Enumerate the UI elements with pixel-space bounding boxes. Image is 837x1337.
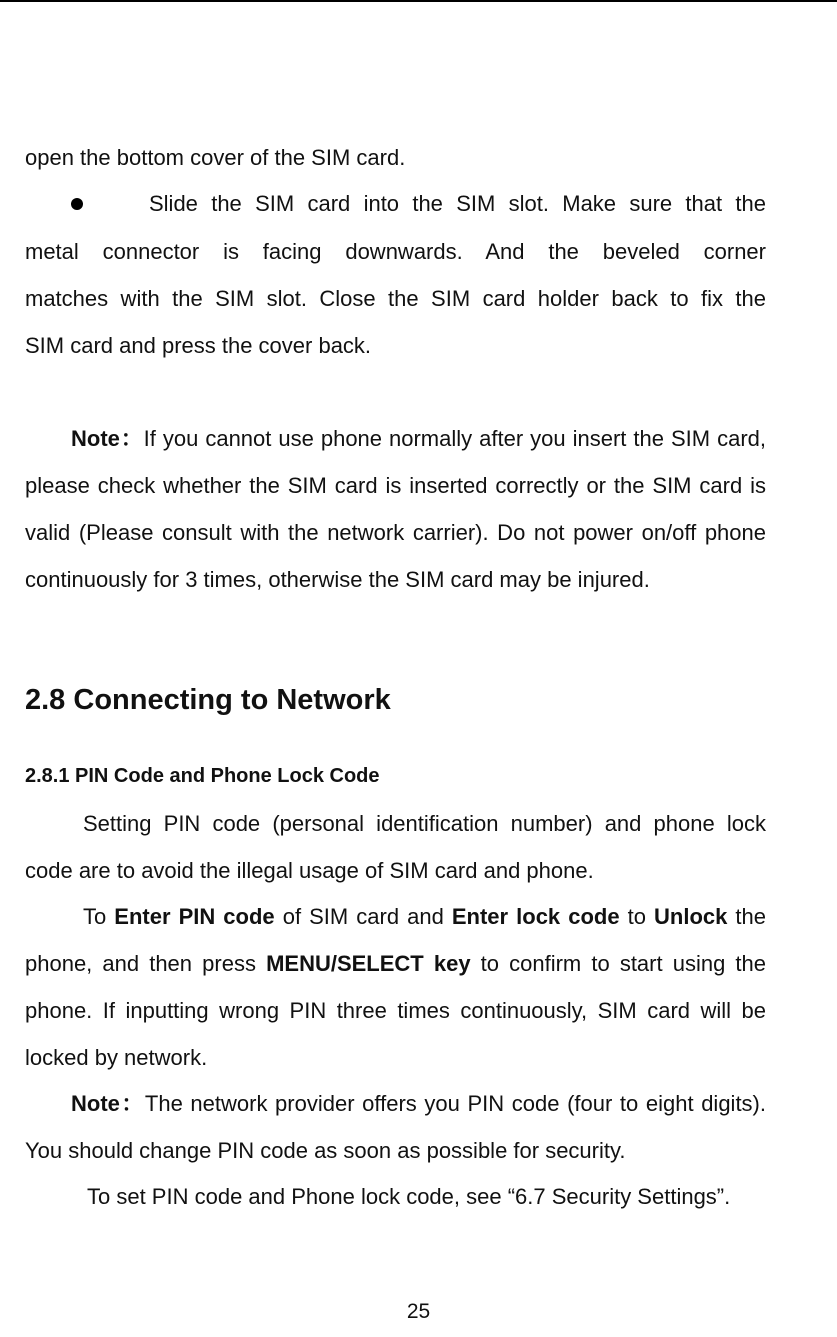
text-fragment: to confirm to start using the phone. If inputting wrong PIN three times continuously, SIM card will be locked by network. (25, 951, 767, 1070)
text-fragment: to (619, 904, 655, 929)
bold-menu-select-key: MENU/SELECT key (266, 951, 471, 976)
text-fragment: the phone, and then press (25, 904, 767, 976)
bullet-item (25, 180, 766, 227)
text-fragment: of SIM card and (274, 904, 452, 929)
note-label: Note： (71, 1091, 145, 1116)
bullet-dot-icon (71, 198, 83, 210)
page-number: 25 (406, 1300, 431, 1323)
subsection-heading-2-8-1: 2.8.1 PIN Code and Phone Lock Code (25, 765, 380, 787)
note-text: The network provider offers you PIN code (four to eight digits). You should change PIN code as soon as possible for security. (25, 1091, 766, 1163)
bold-unlock: Unlock (654, 904, 728, 929)
text-fragment: To (83, 904, 115, 929)
bold-enter-pin-code: Enter PIN code (114, 904, 275, 929)
bullet-continuation-1: metal connector is facing downwards. And the beveled corner (25, 239, 766, 264)
note-label: Note： (71, 426, 144, 451)
note-sim-card (25, 415, 766, 603)
bullet-continuation-2: matches with the SIM slot. Close the SIM card holder back to fix the (25, 286, 766, 311)
bullet-first-line: Slide the SIM card into the SIM slot. Make sure that the (149, 191, 766, 216)
paragraph-security-settings: To set PIN code and Phone lock code, see “6.7 Security Settings”. (87, 1184, 731, 1209)
paragraph-setting-pin: Setting PIN code (personal identification number) and phone lock code are to avoid the illegal usage of SIM card and phone. (25, 811, 766, 883)
note-text: If you cannot use phone normally after you insert the SIM card, please check whether the SIM card is inserted correctly or the SIM card is valid (Please consult with the network carrier). Do not power on/off phone continuously for 3 times, otherwise the SIM card may be injured. (25, 426, 766, 592)
bullet-continuation-3: SIM card and press the cover back. (25, 333, 372, 358)
note-pin-code (25, 1080, 766, 1174)
paragraph-enter-pin (25, 893, 766, 1081)
section-heading-2-8: 2.8 Connecting to Network (25, 684, 391, 716)
paragraph-open-cover: open the bottom cover of the SIM card. (25, 145, 406, 170)
bold-enter-lock-code: Enter lock code (451, 904, 620, 929)
